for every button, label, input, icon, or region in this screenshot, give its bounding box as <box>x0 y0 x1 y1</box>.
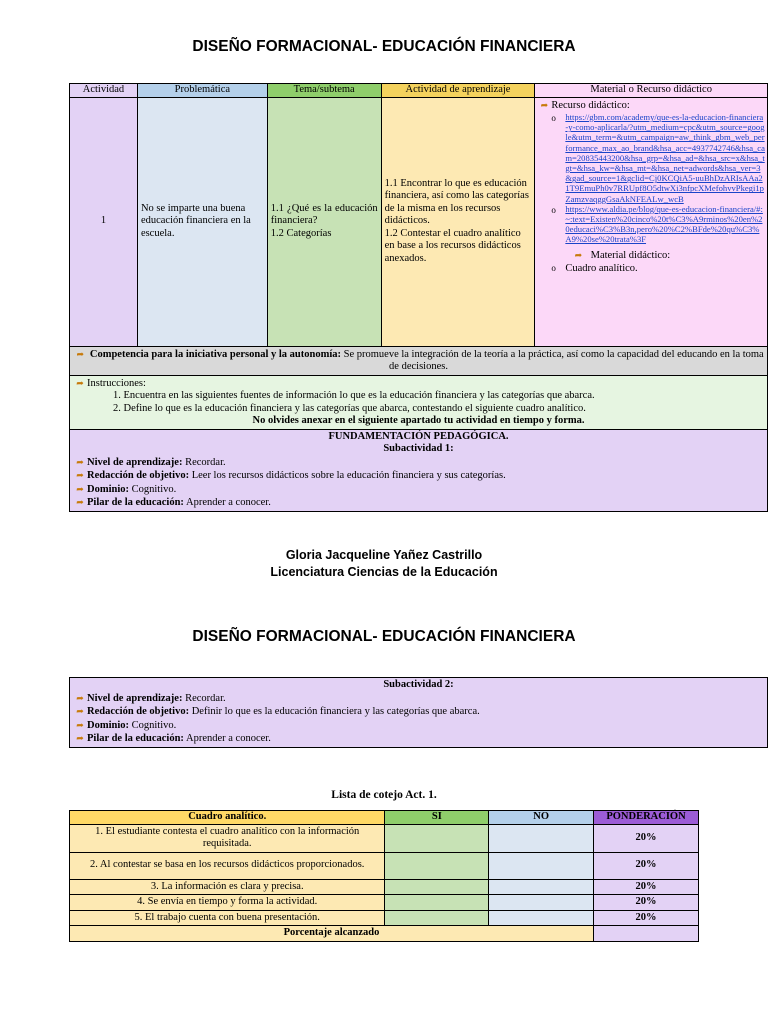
link-aldia[interactable]: https://www.aldia.pe/blog/que-es-educacion-financiera/#:~:text=Existen%20cinco%20t%C3%A9rminos%20en%20educaci%C3%B3n,pero%20%C2%BFde%20qu%C3%A9%20se%20trata%3F <box>565 203 763 245</box>
checklist-no-cell[interactable] <box>489 824 594 852</box>
arrow-bullet-icon: ➦ <box>76 348 85 359</box>
checklist-table <box>69 810 699 942</box>
author-block <box>0 547 768 581</box>
header-actividad: Actividad <box>70 84 138 98</box>
aprendizaje-2: 1.2 Contestar el cuadro analítico en base a los recursos didácticos anexados. <box>384 227 521 264</box>
aprendizaje-1: 1.1 Encontrar lo que es educación financiera, así como las categorías de la misma en los recursos didácticos. <box>384 177 529 227</box>
checklist-ponderacion: 20% <box>594 824 699 852</box>
page-title: DISEÑO FORMACIONAL- EDUCACIÓN FINANCIERA <box>192 38 576 55</box>
header-aprendizaje: Actividad de aprendizaje <box>381 84 535 98</box>
material-heading <box>537 249 765 263</box>
checklist-total-label: Porcentaje alcanzado <box>70 926 594 942</box>
checklist-header-si: SI <box>385 811 489 825</box>
cell-problematica: No se imparte una buena educación financiera en la escuela. <box>137 97 267 346</box>
checklist-header-no: NO <box>489 811 594 825</box>
recurso-label: Recurso didáctico: <box>551 99 630 111</box>
header-material: Material o Recurso didáctico <box>535 84 768 98</box>
cell-material <box>535 97 768 346</box>
arrow-bullet-icon: ➦ <box>540 99 549 110</box>
author-name: Gloria Jacqueline Yañez Castrillo <box>285 548 483 562</box>
arrow-bullet-icon: ➦ <box>76 497 84 507</box>
checklist-no-cell[interactable] <box>489 910 594 926</box>
arrow-bullet-icon: ➦ <box>76 719 84 730</box>
checklist-header-ponderacion: PONDERACIÓN <box>594 811 699 825</box>
subactividad-2-title: Subactividad 2: <box>383 679 454 690</box>
arrow-bullet-icon: ➦ <box>76 733 84 743</box>
subactividad-2: Subactividad 2: ➦ Nivel de aprendizaje: Recordar. ➦ Redacción de objetivo: Definir lo que es la educación financiera y las categorías que abarca. ➦ Dominio: Cognitivo. ➦ Pilar de la educación: Aprender a conocer. <box>70 678 768 748</box>
cell-aprendizaje <box>381 97 535 346</box>
checklist-no-cell[interactable] <box>489 852 594 879</box>
arrow-bullet-icon: ➦ <box>76 470 84 480</box>
circle-bullet-icon: o <box>551 113 556 123</box>
checklist-row-criterio: 2. Al contestar se basa en los recursos didácticos proporcionados. <box>70 852 385 879</box>
checklist-si-cell[interactable] <box>385 879 489 895</box>
arrow-bullet-icon: ➦ <box>76 456 84 467</box>
checklist-ponderacion: 20% <box>594 910 699 926</box>
arrow-bullet-icon: ➦ <box>76 377 84 388</box>
arrow-bullet-icon: ➦ <box>76 483 84 494</box>
competencia-row <box>70 346 768 375</box>
instruccion-1: 1. Encuentra en las siguientes fuentes de información lo que es la educación financiera y las categorías que abarca. <box>113 390 595 401</box>
tema-1: 1.1 ¿Qué es la educación financiera? <box>270 202 378 227</box>
arrow-bullet-icon: ➦ <box>76 706 84 716</box>
arrow-bullet-icon: ➦ <box>76 692 84 703</box>
checklist-si-cell[interactable] <box>385 824 489 852</box>
header-tema: Tema/subtema <box>267 84 381 98</box>
checklist-row-criterio: 5. El trabajo cuenta con buena presentación. <box>70 910 385 926</box>
design-table <box>69 83 768 512</box>
instrucciones-row <box>70 375 768 429</box>
checklist-total-cell[interactable] <box>594 926 699 942</box>
checklist-header-criterio: Cuadro analítico. <box>70 811 385 825</box>
header-problematica: Problemática <box>137 84 267 98</box>
tema-2: 1.2 Categorías <box>270 227 332 239</box>
instrucciones-label: Instrucciones: <box>87 377 146 389</box>
link-gbm[interactable]: https://gbm.com/academy/que-es-la-educacion-financiera-y-como-aplicarla/?utm_medium=cpc&utm_source=google&utm_term=&utm_campaign=aw_think_gbm_web_performance_max_ao_brand&hsa_acc=4937742746&hsa_cam=20835443200&hsa_grp=&hsa_ad=&hsa_src=x&hsa_tgt=&hsa_kw=&hsa_mt=&hsa_net=adwords&hsa_ver=3&gad_source=1&gclid=Cj0KCQiA5-uuBhDzARIsAAa21T9EmuPh0v7RRUpf8O5dtwXi3nfpcXMefohvvPkegi1pZamzvaqggGsaAkNFEALw_wcB <box>565 112 765 204</box>
recurso-heading <box>537 99 765 113</box>
aviso: No olvides anexar en el siguiente apartado tu actividad en tiempo y forma. <box>252 415 585 426</box>
checklist-ponderacion: 20% <box>594 852 699 879</box>
checklist-no-cell[interactable] <box>489 879 594 895</box>
checklist-title: Lista de cotejo Act. 1. <box>331 789 437 801</box>
circle-bullet-icon: o <box>551 263 556 274</box>
circle-bullet-icon: o <box>551 204 556 215</box>
material-item: o Cuadro analítico. <box>551 263 638 275</box>
checklist-row-criterio: 4. Se envía en tiempo y forma la actividad. <box>70 895 385 911</box>
checklist-no-cell[interactable] <box>489 895 594 911</box>
checklist-si-cell[interactable] <box>385 895 489 911</box>
checklist-si-cell[interactable] <box>385 852 489 879</box>
cell-actividad: 1 <box>70 97 138 346</box>
material-label: Material didáctico: <box>590 249 671 261</box>
checklist-row-criterio: 1. El estudiante contesta el cuadro analítico con la información requisitada. <box>70 824 385 852</box>
cell-tema <box>267 97 381 346</box>
arrow-bullet-icon: ➦ <box>574 249 583 260</box>
author-degree: Licenciatura Ciencias de la Educación <box>270 565 498 579</box>
fundamentacion-title: FUNDAMENTACIÓN PEDAGÓGICA. <box>328 430 509 442</box>
instruccion-2: 2. Define lo que es la educación financiera y las categorías que abarca, contestando el siguiente cuadro analítico. <box>113 402 586 414</box>
page-title-2: DISEÑO FORMACIONAL- EDUCACIÓN FINANCIERA <box>192 628 576 645</box>
checklist-ponderacion: 20% <box>594 879 699 895</box>
subactividad-2-table <box>69 677 768 748</box>
checklist-si-cell[interactable] <box>385 910 489 926</box>
competencia-text: Se promueve la integración de la teoría a la práctica, así como la capacidad del educando en la toma de decisiones. <box>343 348 764 372</box>
subactividad-1-title: Subactividad 1: <box>383 443 454 454</box>
subactividad-1: FUNDAMENTACIÓN PEDAGÓGICA. Subactividad 1: ➦ Nivel de aprendizaje: Recordar. ➦ Redacción de objetivo: Leer los recursos didácticos sobre la educación financiera y sus categorías. ➦ Dominio: Cognitivo. ➦ Pilar de la educación: Aprender a conocer. <box>70 429 768 511</box>
checklist-ponderacion: 20% <box>594 895 699 911</box>
competencia-label: Competencia para la iniciativa personal y la autonomía: <box>89 348 341 360</box>
checklist-row-criterio: 3. La información es clara y precisa. <box>70 879 385 895</box>
